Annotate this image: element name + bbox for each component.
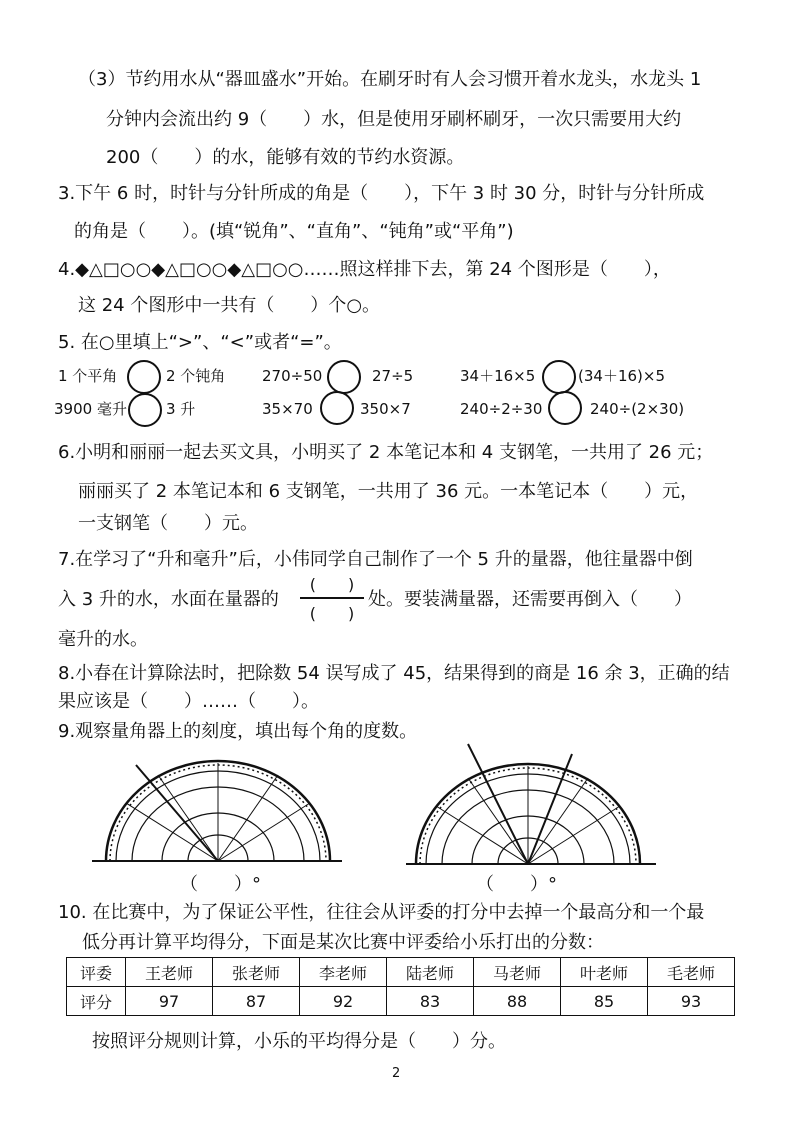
q7-line2a: 入 3 升的水，水面在量器的 <box>58 589 279 610</box>
score-table <box>66 957 735 1016</box>
q5-item2-left: 270÷50 <box>262 367 323 385</box>
compare-circle[interactable] <box>128 393 162 427</box>
table-cell-score: 97 <box>126 987 213 1016</box>
q7-line1: 7.在学习了“升和毫升”后，小伟同学自己制作了一个 5 升的量器，他往量器中倒 <box>58 549 693 570</box>
table-cell-judge: 张老师 <box>213 958 300 987</box>
q7-line2b: 处。要装满量器，还需要再倒入（ ） <box>368 589 692 610</box>
table-header-cell: 评委 <box>67 958 126 987</box>
table-header-cell: 评分 <box>67 987 126 1016</box>
q8-line1: 8.小春在计算除法时，把除数 54 误写成了 45，结果得到的商是 16 余 3，正确的结 <box>58 663 730 684</box>
compare-circle[interactable] <box>320 391 354 425</box>
q2-3-line1: （3）节约用水从“器皿盛水”开始。在刷牙时有人会习惯开着水龙头，水龙头 1 <box>78 69 702 90</box>
compare-circle[interactable] <box>327 360 361 394</box>
q6-line3: 一支钢笔（ ）元。 <box>78 513 258 534</box>
q5-item2-right: 27÷5 <box>372 367 414 385</box>
q10-line1: 10. 在比赛中，为了保证公平性，往往会从评委的打分中去掉一个最高分和一个最 <box>58 902 705 923</box>
protractor-right <box>398 740 658 870</box>
table-cell-judge: 王老师 <box>126 958 213 987</box>
q5-item1-right: 2 个钝角 <box>166 367 226 385</box>
q3-line1: 3.下午 6 时，时针与分针所成的角是（ ），下午 3 时 30 分，时针与分针所成 <box>58 183 705 204</box>
table-cell-score: 88 <box>474 987 561 1016</box>
q7-fraction-numerator: ( ) <box>309 575 355 594</box>
table-cell-score: 83 <box>387 987 474 1016</box>
q4-line2: 这 24 个图形中一共有（ ）个○。 <box>78 295 381 316</box>
q9-answer-2[interactable]: （ ）° <box>476 874 557 895</box>
table-cell-score: 92 <box>300 987 387 1016</box>
protractor-left <box>92 745 352 865</box>
compare-circle[interactable] <box>548 391 582 425</box>
q6-line2: 丽丽买了 2 本笔记本和 6 支钢笔，一共用了 36 元。一本笔记本（ ）元， <box>78 481 699 502</box>
q5-item4-left: 3900 毫升 <box>54 400 127 418</box>
table-cell-judge: 毛老师 <box>648 958 735 987</box>
q10-question: 按照评分规则计算，小乐的平均得分是（ ）分。 <box>92 1031 506 1052</box>
table-cell-score: 93 <box>648 987 735 1016</box>
table-cell-judge: 叶老师 <box>561 958 648 987</box>
table-cell-judge: 陆老师 <box>387 958 474 987</box>
q6-line1: 6.小明和丽丽一起去买文具，小明买了 2 本笔记本和 4 支钢笔，一共用了 26 元； <box>58 442 714 463</box>
q5-item5-left: 35×70 <box>262 400 313 418</box>
q5-item1-left: 1 个平角 <box>58 367 118 385</box>
fraction-bar <box>300 597 364 599</box>
q5-item6-left: 240÷2÷30 <box>460 400 543 418</box>
q3-line2: 的角是（ ）。(填“锐角”、“直角”、“钝角”或“平角”) <box>74 221 514 242</box>
table-cell-judge: 马老师 <box>474 958 561 987</box>
q8-line2: 果应该是（ ）……（ ）。 <box>58 691 319 712</box>
page-number: 2 <box>392 1066 401 1081</box>
q9-title: 9.观察量角器上的刻度，填出每个角的度数。 <box>58 721 418 742</box>
q10-line2: 低分再计算平均得分，下面是某次比赛中评委给小乐打出的分数： <box>82 932 604 953</box>
q2-3-line2: 分钟内会流出约 9（ ）水，但是使用牙刷杯刷牙，一次只需要用大约 <box>106 109 682 130</box>
q9-answer-1[interactable]: （ ）° <box>180 874 261 895</box>
table-cell-score: 87 <box>213 987 300 1016</box>
q4-line1: 4.◆△□○○◆△□○○◆△□○○……照这样排下去，第 24 个图形是（ ）， <box>58 259 671 280</box>
compare-circle[interactable] <box>127 360 161 394</box>
q5-item4-right: 3 升 <box>166 400 196 418</box>
q2-3-line3: 200（ ）的水，能够有效的节约水资源。 <box>106 147 465 168</box>
q7-fraction-denominator: ( ) <box>309 604 355 623</box>
table-cell-judge: 李老师 <box>300 958 387 987</box>
q5-item5-right: 350×7 <box>360 400 411 418</box>
q5-item3-right: (34＋16)×5 <box>578 367 665 385</box>
table-row-judges <box>67 958 735 987</box>
table-cell-score: 85 <box>561 987 648 1016</box>
q5-title: 5. 在○里填上“>”、“<”或者“=”。 <box>58 332 342 353</box>
q7-line3: 毫升的水。 <box>58 629 148 650</box>
q7-fraction[interactable] <box>300 572 364 624</box>
compare-circle[interactable] <box>542 360 576 394</box>
q5-item6-right: 240÷(2×30) <box>590 400 685 418</box>
table-row-scores <box>67 987 735 1016</box>
q5-item3-left: 34＋16×5 <box>460 367 536 385</box>
